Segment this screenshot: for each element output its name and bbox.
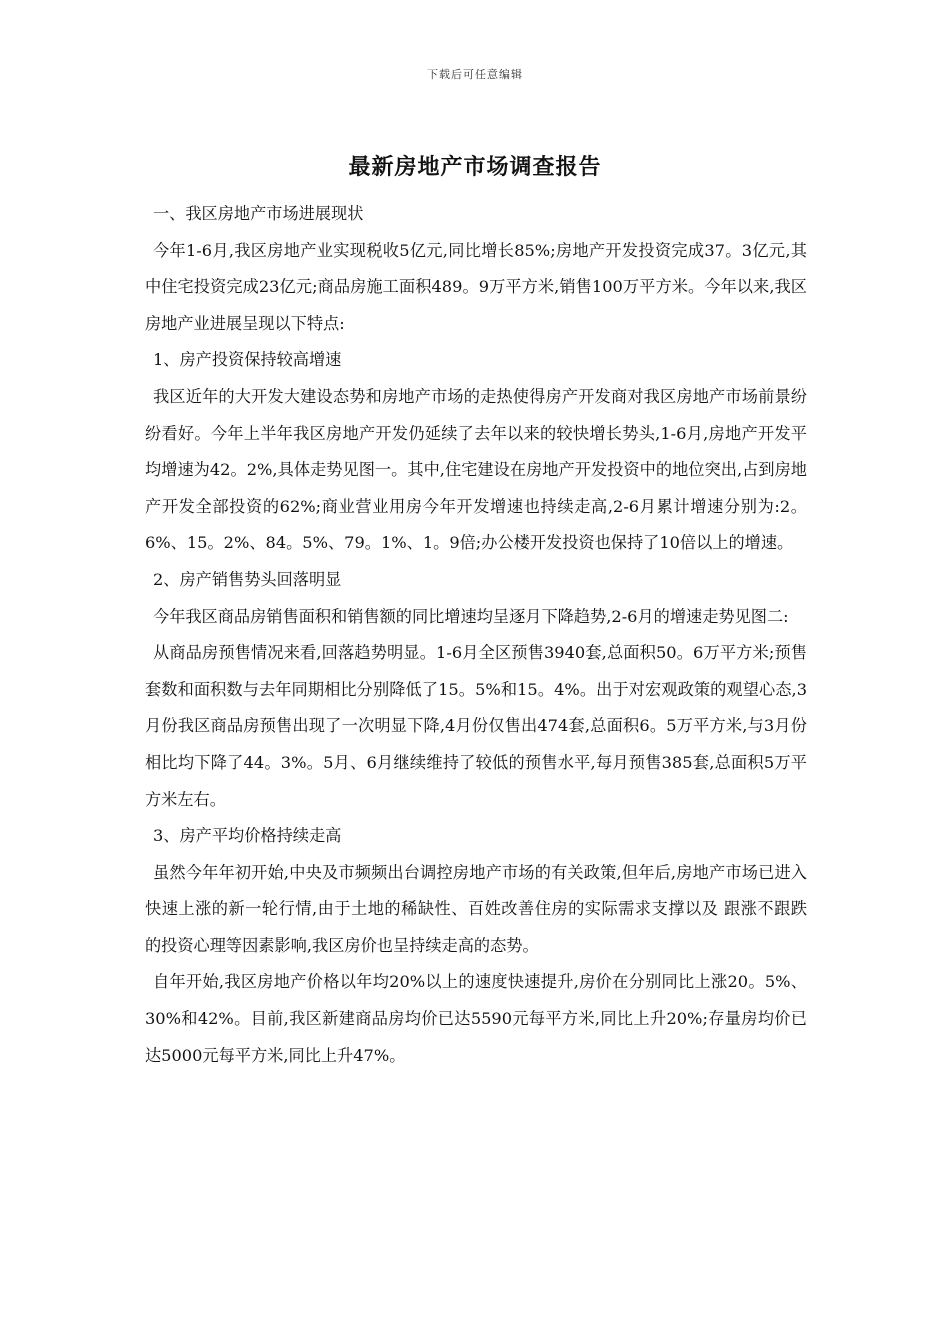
section-heading: 一、我区房地产市场进展现状 (153, 204, 364, 223)
body-paragraph: 今年1-6月,我区房地产业实现税收5亿元,同比增长85%;房地产开发投资完成37。3亿元,其中住宅投资完成23亿元;商品房施工面积489。9万平方米,销售100万平方米。今年以来,我区房地产业进展呈现以下特点: (145, 240, 807, 333)
body-paragraph: 今年我区商品房销售面积和销售额的同比增速均呈逐月下降趋势,2-6月的增速走势见图二: (153, 606, 789, 626)
body-paragraph: 从商品房预售情况来看,回落趋势明显。1-6月全区预售3940套,总面积50。6万平方米;预售套数和面积数与去年同期相比分别降低了15。5%和15。4%。出于对宏观政策的观望心态,3月份我区商品房预售出现了一次明显下降,4月份仅售出474套,总面积6。5万平方米,与3月份相比均下降了44。3%。5月、6月继续维持了较低的预售水平,每月预售385套,总面积5万平方米左右。 (145, 643, 807, 809)
subsection-heading: 1、房产投资保持较高增速 (153, 350, 342, 370)
document-title: 最新房地产市场调查报告 (348, 154, 602, 180)
body-paragraph: 自年开始,我区房地产价格以年均20%以上的速度快速提升,房价在分别同比上涨20。5%、30%和42%。目前,我区新建商品房均价已达5590元每平方米,同比上升20%;存量房均价已达5000元每平方米,同比上升47%。 (145, 972, 807, 1065)
page-header-note: 下载后可任意编辑 (427, 68, 523, 81)
subsection-heading: 3、房产平均价格持续走高 (153, 826, 342, 846)
body-paragraph: 虽然今年年初开始,中央及市频频出台调控房地产市场的有关政策,但年后,房地产市场已进入快速上涨的新一轮行情,由于土地的稀缺性、百姓改善住房的实际需求支撑以及 跟涨不跟跌 的投资心理等因素影响,我区房价也呈持续走高的态势。 (145, 862, 807, 955)
document-body (145, 196, 807, 1074)
subsection-heading: 2、房产销售势头回落明显 (153, 569, 342, 589)
body-paragraph: 我区近年的大开发大建设态势和房地产市场的走热使得房产开发商对我区房地产市场前景纷纷看好。今年上半年我区房地产开发仍延续了去年以来的较快增长势头,1-6月,房地产开发平均增速为42。2%,具体走势见图一。其中,住宅建设在房地产开发投资中的地位突出,占到房地产开发全部投资的62%;商业营业用房今年开发增速也持续走高,2-6月累计增速分别为:2。6%、15。2%、84。5%、79。1%、1。9倍;办公楼开发投资也保持了10倍以上的增速。 (145, 386, 807, 553)
